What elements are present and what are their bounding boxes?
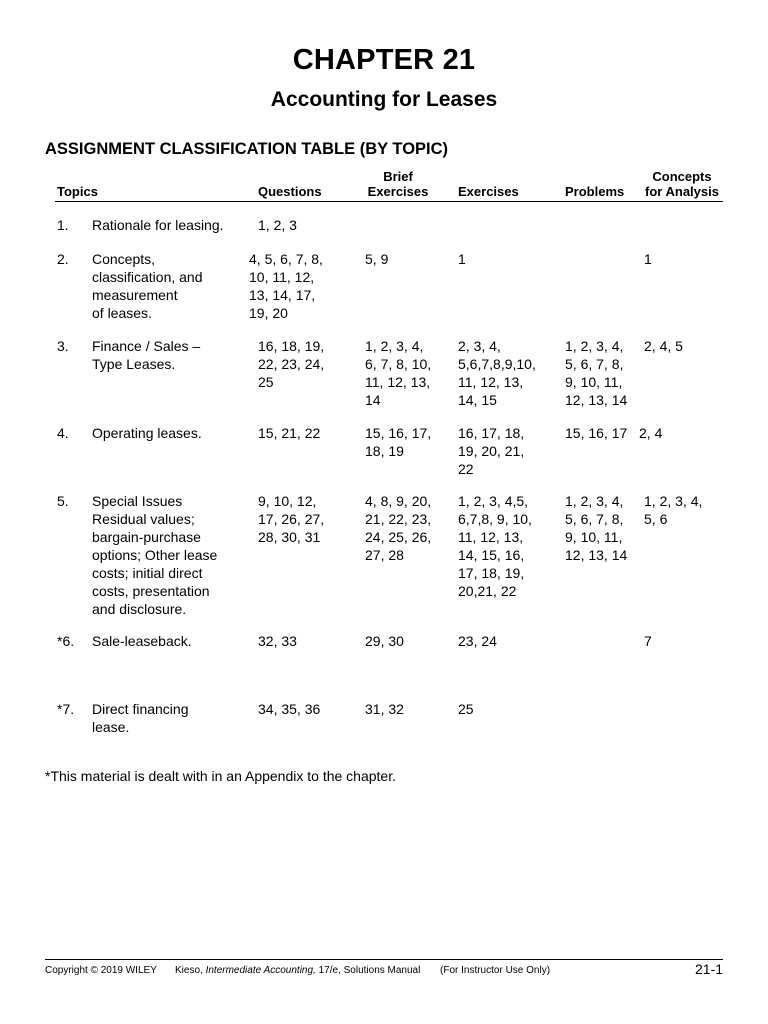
problems-cell [565, 337, 627, 409]
topic-cell [92, 337, 200, 373]
concepts-cell-line: 5, 6 [644, 511, 668, 527]
problems-cell-line: 12, 13, 14 [565, 547, 628, 563]
exercises-cell [458, 632, 497, 650]
concepts-cell [644, 492, 702, 528]
footer-copyright: Copyright © 2019 WILEY [45, 965, 157, 976]
topic-cell-line: Direct financing [92, 701, 189, 717]
problems-cell-line: 9, 10, 11, [565, 374, 623, 390]
brief-exercises-cell [365, 632, 404, 650]
topic-cell [92, 250, 203, 322]
exercises-cell [458, 337, 536, 409]
row-number: 4. [57, 425, 69, 441]
questions-cell-line: 25 [258, 374, 274, 390]
problems-cell-line: 15, 16, 17 [565, 425, 628, 441]
concepts-cell [639, 424, 662, 442]
topic-cell-line: bargain-purchase [92, 529, 201, 545]
exercises-cell-line: 6,7,8, 9, 10, [458, 511, 532, 527]
brief-exercises-cell-line: 6, 7, 8, 10, [365, 356, 432, 372]
topic-cell [92, 216, 224, 234]
problems-cell [565, 424, 627, 442]
row-number: 1. [57, 217, 69, 233]
exercises-cell [458, 700, 474, 718]
brief-exercises-cell-line: 31, 32 [365, 701, 404, 717]
brief-exercises-cell-line: 21, 22, 23, [365, 511, 432, 527]
questions-cell [258, 492, 324, 546]
brief-exercises-cell-line: 5, 9 [365, 251, 389, 267]
column-header-concepts: Concepts for Analysis [645, 169, 719, 199]
topic-cell-line: costs; initial direct [92, 565, 203, 581]
column-header-topics: Topics [57, 184, 98, 199]
questions-cell-line: 16, 18, 19, [258, 338, 325, 354]
questions-cell-line: 17, 26, 27, [258, 511, 325, 527]
questions-cell [249, 250, 323, 322]
exercises-cell-line: 11, 12, 13, [458, 374, 524, 390]
topic-cell-line: Concepts, [92, 251, 156, 267]
exercises-cell-line: 1, 2, 3, 4,5, [458, 493, 529, 509]
topic-cell-line: lease. [92, 719, 130, 735]
problems-cell-line: 12, 13, 14 [565, 392, 628, 408]
topic-cell-line: Special Issues [92, 493, 183, 509]
exercises-cell-line: 16, 17, 18, [458, 425, 525, 441]
brief-exercises-cell-line: 15, 16, 17, [365, 425, 432, 441]
row-number: *7. [57, 701, 75, 717]
footnote: *This material is dealt with in an Appendix to the chapter. [45, 768, 396, 784]
questions-cell-line: 19, 20 [249, 305, 288, 321]
topic-cell-line: Residual values; [92, 511, 195, 527]
column-header-exercises: Exercises [458, 184, 519, 199]
topic-cell-line: and disclosure. [92, 601, 187, 617]
topic-cell-line: Operating leases. [92, 425, 202, 441]
concepts-cell-line: 1, 2, 3, 4, [644, 493, 703, 509]
questions-cell-line: 28, 30, 31 [258, 529, 321, 545]
questions-cell [258, 216, 297, 234]
problems-cell-line: 5, 6, 7, 8, [565, 511, 624, 527]
topic-cell [92, 700, 189, 736]
exercises-cell-line: 25 [458, 701, 474, 717]
exercises-cell [458, 492, 532, 600]
topic-cell-line: Finance / Sales – [92, 338, 201, 354]
chapter-title: CHAPTER 21 [292, 44, 476, 76]
questions-cell-line: 13, 14, 17, [249, 287, 316, 303]
exercises-cell-line: 22 [458, 461, 474, 477]
brief-exercises-cell-line: 14 [365, 392, 381, 408]
exercises-cell-line: 5,6,7,8,9,10, [458, 356, 536, 372]
column-header-questions: Questions [258, 184, 322, 199]
exercises-cell-line: 19, 20, 21, [458, 443, 525, 459]
footer-book-credit: Kieso, Intermediate Accounting, 17/e, Solutions Manual [175, 965, 421, 976]
exercises-cell-line: 2, 3, 4, [458, 338, 501, 354]
topic-cell [92, 492, 217, 618]
brief-exercises-cell [365, 424, 431, 460]
topic-cell [92, 424, 202, 442]
problems-cell-line: 1, 2, 3, 4, [565, 338, 624, 354]
chapter-subtitle: Accounting for Leases [270, 88, 498, 111]
topic-cell-line: Rationale for leasing. [92, 217, 224, 233]
brief-exercises-cell-line: 27, 28 [365, 547, 404, 563]
questions-cell-line: 32, 33 [258, 633, 297, 649]
brief-exercises-cell-line: 29, 30 [365, 633, 404, 649]
questions-cell [258, 337, 324, 391]
topic-cell-line: classification, and [92, 269, 203, 285]
row-number: 3. [57, 338, 69, 354]
questions-cell-line: 1, 2, 3 [258, 217, 297, 233]
questions-cell-line: 34, 35, 36 [258, 701, 321, 717]
exercises-cell-line: 14, 15, 16, [458, 547, 525, 563]
questions-cell-line: 22, 23, 24, [258, 356, 325, 372]
questions-cell [258, 632, 297, 650]
header-rule [55, 201, 723, 202]
concepts-cell [644, 337, 683, 355]
column-header-problems: Problems [565, 184, 625, 199]
problems-cell-line: 1, 2, 3, 4, [565, 493, 624, 509]
brief-exercises-cell-line: 24, 25, 26, [365, 529, 432, 545]
questions-cell [258, 424, 320, 442]
footer-rule [45, 959, 723, 960]
exercises-cell [458, 250, 466, 268]
brief-exercises-cell-line: 4, 8, 9, 20, [365, 493, 432, 509]
brief-exercises-cell [365, 250, 388, 268]
topic-cell-line: options; Other lease [92, 547, 218, 563]
questions-cell-line: 10, 11, 12, [249, 269, 315, 285]
concepts-cell-line: 7 [644, 633, 652, 649]
questions-cell-line: 9, 10, 12, [258, 493, 317, 509]
exercises-cell-line: 17, 18, 19, [458, 565, 525, 581]
row-number: *6. [57, 633, 75, 649]
exercises-cell-line: 14, 15 [458, 392, 497, 408]
problems-cell-line: 5, 6, 7, 8, [565, 356, 624, 372]
concepts-cell-line: 1 [644, 251, 652, 267]
brief-exercises-cell [365, 700, 404, 718]
exercises-cell-line: 11, 12, 13, [458, 529, 524, 545]
questions-cell-line: 4, 5, 6, 7, 8, [249, 251, 323, 267]
exercises-cell-line: 20,21, 22 [458, 583, 517, 599]
topic-cell-line: of leases. [92, 305, 152, 321]
exercises-cell-line: 1 [458, 251, 466, 267]
problems-cell-line: 9, 10, 11, [565, 529, 623, 545]
topic-cell-line: Type Leases. [92, 356, 176, 372]
concepts-cell-line: 2, 4 [639, 425, 663, 441]
brief-exercises-cell-line: 1, 2, 3, 4, [365, 338, 424, 354]
page-number: 21-1 [695, 961, 724, 977]
topic-cell-line: costs, presentation [92, 583, 210, 599]
exercises-cell-line: 23, 24 [458, 633, 497, 649]
section-heading: ASSIGNMENT CLASSIFICATION TABLE (BY TOPIC) [45, 140, 449, 158]
brief-exercises-cell-line: 11, 12, 13, [365, 374, 431, 390]
concepts-cell [644, 632, 652, 650]
brief-exercises-cell [365, 337, 431, 409]
concepts-cell-line: 2, 4, 5 [644, 338, 683, 354]
topic-cell [92, 632, 192, 650]
column-header-brief-exercises: Brief Exercises [367, 169, 429, 199]
brief-exercises-cell [365, 492, 431, 564]
questions-cell [258, 700, 320, 718]
topic-cell-line: Sale-leaseback. [92, 633, 192, 649]
footer-usage-note: (For Instructor Use Only) [440, 965, 551, 976]
concepts-cell [644, 250, 652, 268]
topic-cell-line: measurement [92, 287, 178, 303]
problems-cell [565, 492, 627, 564]
brief-exercises-cell-line: 18, 19 [365, 443, 404, 459]
row-number: 5. [57, 493, 69, 509]
row-number: 2. [57, 251, 69, 267]
exercises-cell [458, 424, 524, 478]
questions-cell-line: 15, 21, 22 [258, 425, 321, 441]
